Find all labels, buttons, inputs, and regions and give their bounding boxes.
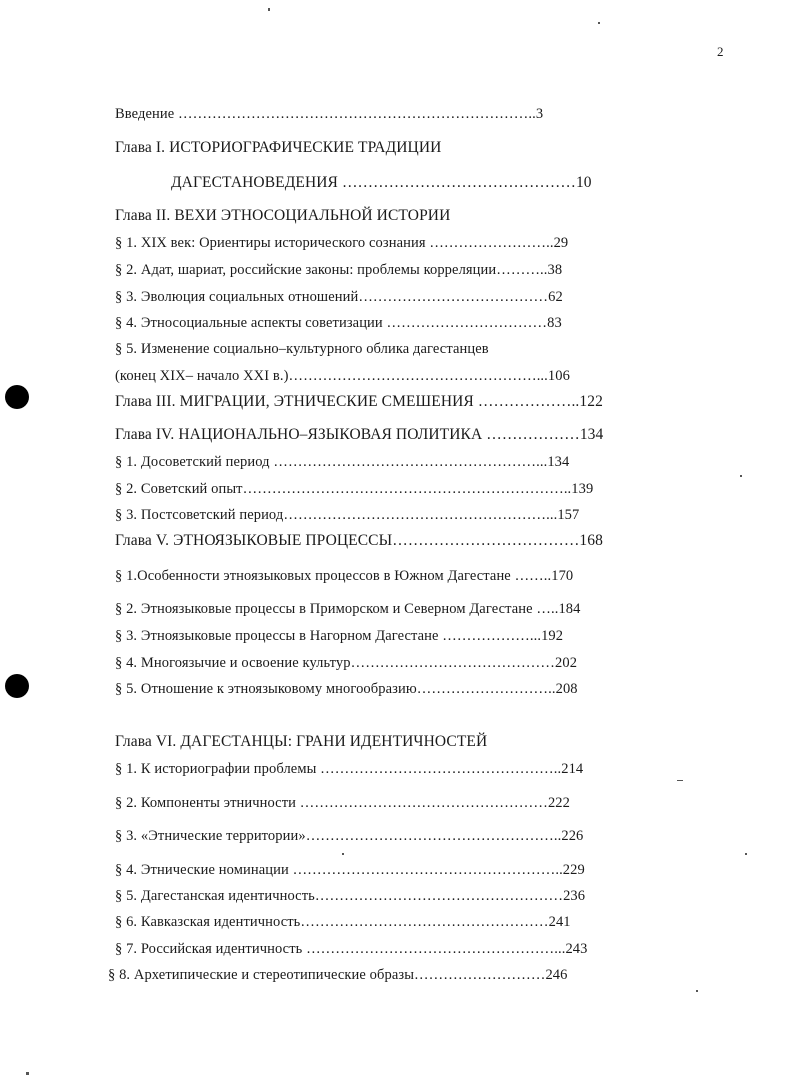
toc-section: § 2. Этноязыковые процессы в Приморском и Северном Дагестане …..184 [115, 601, 581, 617]
binder-hole [5, 385, 29, 409]
toc-section: § 1. XIX век: Ориентиры исторического сознания ……………………..29 [115, 235, 569, 251]
scan-speck [745, 853, 747, 855]
toc-section: § 3. «Этнические территории»……………………………………………..226 [115, 828, 584, 844]
binder-hole [5, 674, 29, 698]
toc-section: § 5. Отношение к этноязыковому многообразию………………………..208 [115, 681, 578, 697]
scan-speck [26, 1072, 29, 1075]
toc-section: § 6. Кавказская идентичность……………………………………………241 [115, 914, 571, 930]
scan-speck [696, 990, 698, 992]
toc-section: § 4. Этнические номинации ………………………………………………..229 [115, 862, 585, 878]
toc-section: § 7. Российская идентичность ……………………………………………...243 [115, 941, 588, 957]
toc-section: § 5. Дагестанская идентичность……………………………………………236 [115, 888, 586, 904]
toc-section: § 1.Особенности этноязыковых процессов в Южном Дагестане ……..170 [115, 568, 574, 584]
scan-speck [677, 780, 683, 781]
toc-chapter-continued: ДАГЕСТАНОВЕДЕНИЯ ………………………………………10 [171, 174, 592, 191]
toc-chapter: Глава V. ЭТНОЯЗЫКОВЫЕ ПРОЦЕССЫ………………………………168 [115, 532, 603, 549]
toc-section: § 4. Многоязычие и освоение культур……………………………………202 [115, 655, 578, 671]
scan-speck [342, 853, 344, 855]
toc-chapter: Глава VI. ДАГЕСТАНЦЫ: ГРАНИ ИДЕНТИЧНОСТЕЙ [115, 733, 488, 750]
toc-chapter: Глава I. ИСТОРИОГРАФИЧЕСКИЕ ТРАДИЦИИ [115, 139, 442, 156]
toc-section: § 5. Изменение социально–культурного облика дагестанцев [115, 341, 489, 357]
toc-section: § 3. Эволюция социальных отношений…………………………………62 [115, 289, 563, 305]
toc-section: § 2. Адат, шариат, российские законы: проблемы корреляции………..38 [115, 262, 563, 278]
toc-section: § 1. К историографии проблемы …………………………………………..214 [115, 761, 584, 777]
toc-chapter: Глава III. МИГРАЦИИ, ЭТНИЧЕСКИЕ СМЕШЕНИЯ ………………..122 [115, 393, 603, 410]
toc-section: § 4. Этносоциальные аспекты советизации ……………………………83 [115, 315, 562, 331]
scan-speck [740, 475, 742, 477]
toc-section: § 3. Постсоветский период………………………………………………...157 [115, 507, 580, 523]
toc-chapter: Глава IV. НАЦИОНАЛЬНО–ЯЗЫКОВАЯ ПОЛИТИКА ………………134 [115, 426, 604, 443]
toc-section: § 2. Компоненты этничности ……………………………………………222 [115, 795, 570, 811]
toc-section-continued: (конец XIX– начало XXI в.)……………………………………………...106 [115, 368, 570, 384]
scan-speck [598, 22, 600, 24]
toc-section: § 8. Архетипические и стереотипические образы………………………246 [108, 967, 568, 983]
toc-section: § 3. Этноязыковые процессы в Нагорном Дагестане ………………...192 [115, 628, 564, 644]
toc-section: § 1. Досоветский период ………………………………………………...134 [115, 454, 570, 470]
scan-speck [268, 8, 270, 11]
toc-entry: Введение ………………………………………………………………..3 [115, 106, 544, 122]
toc-chapter: Глава II. ВЕХИ ЭТНОСОЦИАЛЬНОЙ ИСТОРИИ [115, 207, 451, 224]
toc-section: § 2. Советский опыт…………………………………………………………..139 [115, 481, 594, 497]
page-number: 2 [717, 44, 724, 59]
